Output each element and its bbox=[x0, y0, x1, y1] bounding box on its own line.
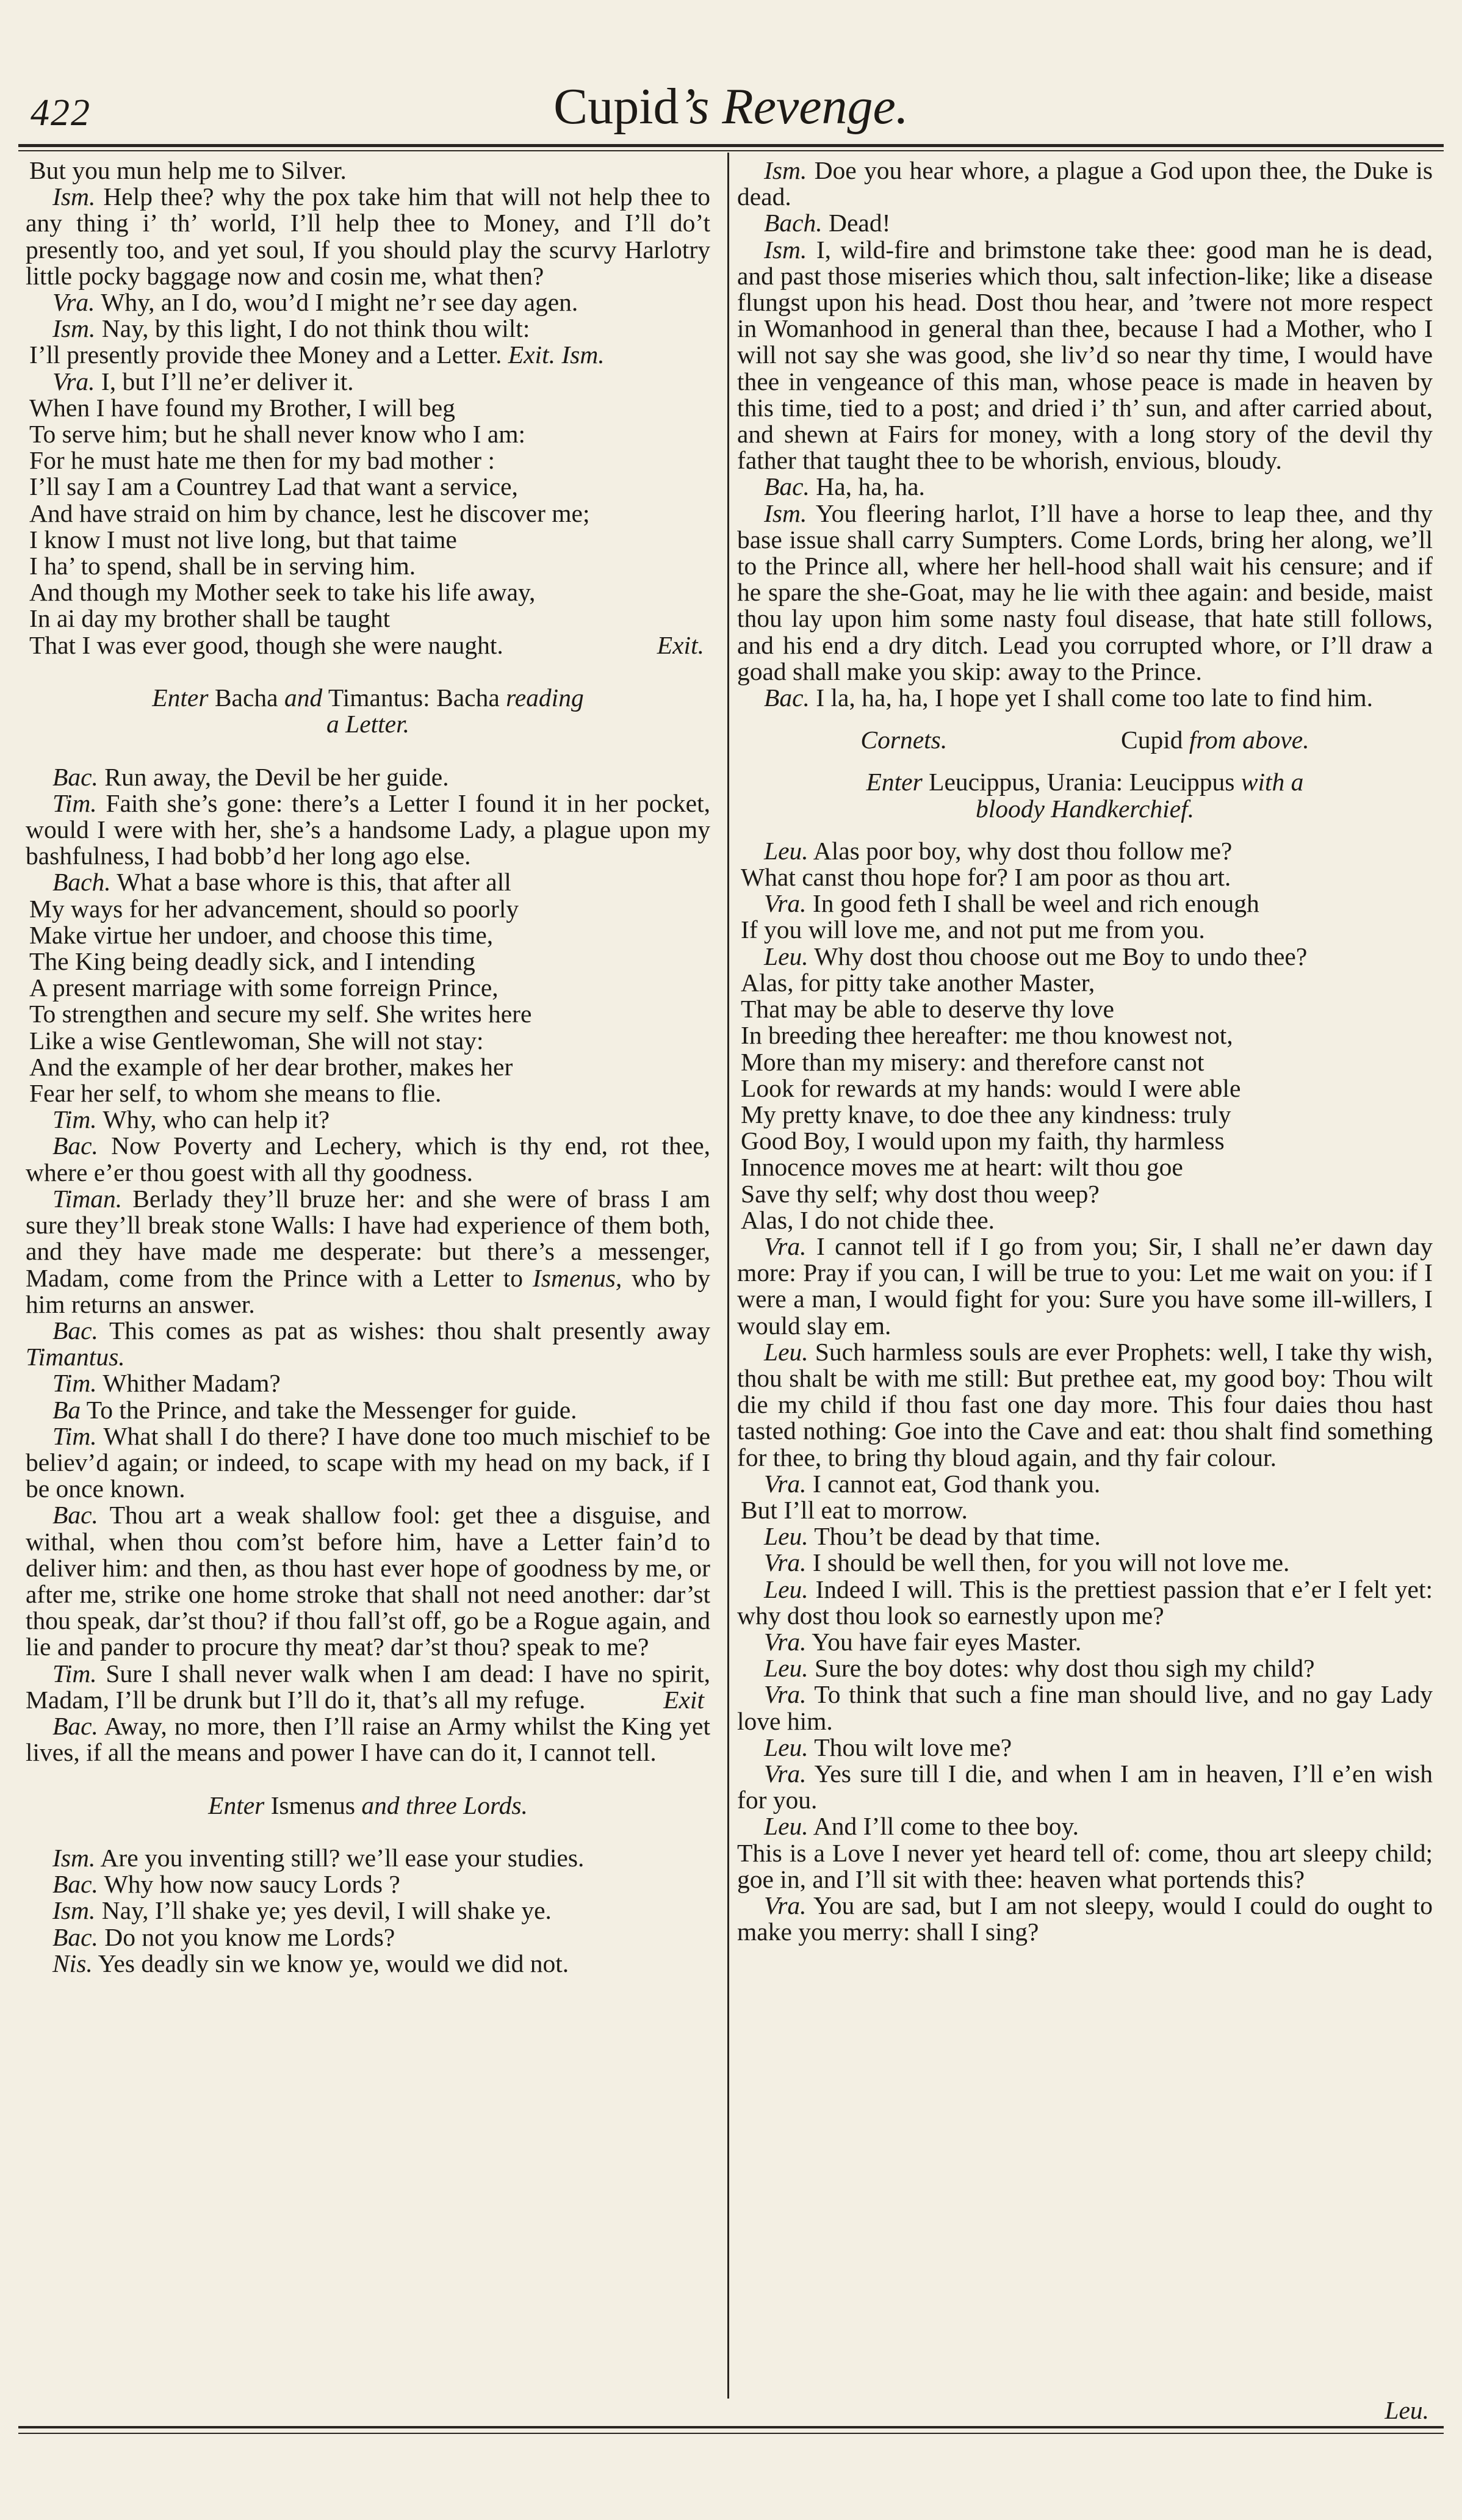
speaker: Tim. bbox=[52, 1105, 97, 1134]
stage-direction bbox=[26, 1793, 710, 1819]
verse-line: My ways for her advancement, should so poorly bbox=[29, 894, 519, 923]
speaker: Bac. bbox=[52, 1316, 98, 1345]
verse-line: Like a wise Gentlewoman, She will not stay: bbox=[29, 1026, 484, 1055]
speaker: Bac. bbox=[52, 1922, 98, 1951]
speech bbox=[26, 1186, 710, 1318]
speaker: Tim. bbox=[52, 1659, 97, 1688]
stage-direction bbox=[737, 796, 1433, 822]
speech-text: Are you inventing still? we’ll ease your studies. bbox=[100, 1843, 585, 1872]
speaker: Leu. bbox=[764, 942, 808, 970]
sd-word: Bacha bbox=[436, 684, 500, 712]
verse-line: And have straid on him by chance, lest he discover me; bbox=[29, 499, 590, 527]
stage-direction-exit: Exit. bbox=[657, 630, 704, 659]
verse-line: A present marriage with some forreign Prince, bbox=[29, 973, 499, 1002]
speech-text: Sure the boy dotes: why dost thou sigh my child? bbox=[815, 1654, 1315, 1683]
sd-word: Enter bbox=[866, 768, 923, 796]
speech-text: who by him returns an answer. bbox=[26, 1263, 711, 1318]
speech-text: Run away, the Devil be her guide. bbox=[104, 762, 449, 791]
verse-text: That I was ever good, though she were naught. bbox=[29, 630, 503, 659]
speaker: Leu. bbox=[764, 1812, 808, 1841]
speech bbox=[26, 1318, 710, 1370]
verse-line: Alas, I do not chide thee. bbox=[741, 1205, 995, 1234]
speaker: Ism. bbox=[52, 182, 96, 211]
speech bbox=[737, 838, 1433, 864]
speech bbox=[737, 1233, 1433, 1339]
column-divider bbox=[727, 153, 729, 2399]
speech-text: Thou’t be dead by that time. bbox=[814, 1522, 1101, 1551]
speech-text: Why, who can help it? bbox=[103, 1105, 330, 1134]
speaker: Vra. bbox=[764, 1891, 807, 1919]
sd-word: Leucippus, Urania: bbox=[929, 768, 1123, 796]
sd-word: bloody Handkerchief. bbox=[975, 794, 1195, 823]
speech bbox=[26, 369, 710, 395]
speaker: Bac. bbox=[52, 1711, 98, 1740]
speech-text: Yes deadly sin we know ye, would we did not. bbox=[98, 1949, 569, 1977]
speech-text: I should be well then, for you will not love me. bbox=[812, 1548, 1290, 1577]
speech-text: Why, an I do, wou’d I might ne’r see day agen. bbox=[101, 288, 578, 317]
speech bbox=[737, 1576, 1433, 1629]
speaker: Vra. bbox=[764, 1627, 807, 1656]
speech-text: Thou wilt love me? bbox=[814, 1733, 1012, 1761]
speaker: Ism. bbox=[764, 235, 807, 264]
speech bbox=[26, 1661, 710, 1713]
running-title-rest: ’s Revenge. bbox=[679, 78, 909, 135]
speech-text: Ha, ha, ha. bbox=[816, 472, 925, 501]
speech-text: I cannot tell if I go from you; Sir, I shall ne’er dawn day more: Pray if you can, I will be true to you: Let me wait on you: if I were a man, I would fight for you: Sure you have some ill-willers, I would slay em. bbox=[737, 1232, 1433, 1340]
sd-word: with a bbox=[1241, 768, 1304, 796]
speech-text: Nay, I’ll shake ye; yes devil, I will shake ye. bbox=[101, 1896, 552, 1925]
verse-line: The King being deadly sick, and I intending bbox=[29, 947, 475, 976]
speaker: Ism. bbox=[52, 1896, 96, 1925]
left-column bbox=[26, 157, 710, 1977]
speaker: Timan. bbox=[52, 1184, 123, 1213]
page-header bbox=[24, 73, 1438, 146]
cornets-label: Cornets. bbox=[860, 726, 948, 754]
sd-word: and three Lords. bbox=[361, 1791, 528, 1819]
speech-text: Why dost thou choose out me Boy to undo thee? bbox=[814, 942, 1308, 970]
speech-name: Timantus. bbox=[26, 1343, 125, 1371]
speaker: Tim. bbox=[52, 789, 97, 817]
speech-text: Do not you know me Lords? bbox=[104, 1922, 395, 1951]
speech bbox=[26, 764, 710, 790]
speaker: Leu. bbox=[764, 1522, 808, 1551]
stage-direction bbox=[737, 769, 1433, 795]
speech bbox=[737, 685, 1433, 711]
verse-line: And the example of her dear brother, makes her bbox=[29, 1052, 513, 1081]
verse-text: I’ll presently provide thee Money and a Letter. bbox=[29, 341, 502, 369]
speech bbox=[737, 1735, 1433, 1761]
speech bbox=[737, 944, 1433, 970]
speaker: Leu. bbox=[764, 1337, 808, 1366]
speech-text: Help thee? why the pox take him that will not help thee to any thing i’ th’ world, I’ll help thee to Money, and I’ll do’t presently too, and yet soul, If you should play the scurvy Harlotry little pocky baggage now and cosin me, what then? bbox=[26, 182, 711, 290]
speech-text: This comes as pat as wishes: thou shalt presently away bbox=[109, 1316, 710, 1345]
speech-text: You fleering harlot, I’ll have a horse to leap thee, and thy base issue shall carry Sumpters. Come Lords, bring her along, we’ll to the Prince all, where her hell-hood shall wait his censure; and if he spare the she-Goat, may he lie with thee again: and beside, maist thou lay upon him some nasty foul disease, that hate still follows, and his end a dry ditch. Lead you corrupted whore, or I’ll draw a goad shall make you skip: away to the Prince. bbox=[737, 499, 1433, 685]
speech-text: Such harmless souls are ever Prophets: well, I take thy wish, thou shalt be with me still: But prethee eat, my good boy: Thou wilt die my child if thou fast one day more. This four daies thou hast tasted nothing: Goe into the Cave and eat: thou shalt find something for thee, to bring thy bloud again, and thy fair colour. bbox=[737, 1337, 1433, 1471]
sd-word: from above. bbox=[1189, 726, 1309, 754]
verse-line: And though my Mother seek to take his life away, bbox=[29, 578, 536, 607]
stage-direction-exit: Exit bbox=[663, 1685, 704, 1714]
bottom-rule bbox=[18, 2426, 1444, 2428]
speech bbox=[737, 1813, 1433, 1839]
spacer bbox=[26, 1766, 710, 1792]
speaker: Ism. bbox=[52, 1843, 96, 1872]
speaker: Tim. bbox=[52, 1369, 97, 1398]
verse-line: I’ll say I am a Countrey Lad that want a service, bbox=[29, 472, 518, 501]
speech bbox=[26, 1845, 710, 1871]
stage-direction bbox=[26, 685, 710, 711]
stage-direction-music bbox=[737, 727, 1433, 753]
speaker: Vra. bbox=[52, 288, 95, 317]
speaker: Vra. bbox=[764, 1548, 807, 1577]
speech-text: Doe you hear whore, a plague a God upon thee, the Duke is dead. bbox=[737, 156, 1433, 211]
verse-line: For he must hate me then for my bad mother : bbox=[29, 446, 495, 475]
sd-word: Timantus: bbox=[328, 684, 430, 712]
spacer bbox=[737, 753, 1433, 769]
sd-word: Cupid bbox=[1121, 726, 1183, 754]
speech bbox=[737, 1339, 1433, 1471]
speaker: Tim. bbox=[52, 1421, 97, 1450]
speech-text: Why how now saucy Lords ? bbox=[104, 1870, 400, 1899]
speaker: Bac. bbox=[52, 1870, 98, 1899]
speaker: Bach. bbox=[52, 868, 111, 897]
speaker: Leu. bbox=[764, 1733, 808, 1761]
speech-text: Berlady they’ll bruze her: and she were of brass I am sure they’ll break stone Walls: I have had experience of them both, and they have made me desperate: but there’s a messenger, Madam, come from the Prince with a Letter to bbox=[26, 1184, 710, 1292]
speaker: Bac. bbox=[52, 1132, 98, 1160]
speech-text: You have fair eyes Master. bbox=[812, 1627, 1082, 1656]
speech bbox=[26, 1397, 710, 1423]
verse-line: Make virtue her undoer, and choose this time, bbox=[29, 920, 494, 949]
verse-line: Good Boy, I would upon my faith, thy harmless bbox=[741, 1127, 1225, 1155]
sd-word: Ismenus bbox=[270, 1791, 356, 1819]
speaker: Bach. bbox=[764, 209, 823, 237]
verse-line: Innocence moves me at heart: wilt thou goe bbox=[741, 1153, 1183, 1182]
speech-text: Dead! bbox=[829, 209, 891, 237]
running-title-name: Cupid bbox=[553, 78, 679, 135]
speech-text: Whither Madam? bbox=[103, 1369, 281, 1398]
speech-text: Nay, by this light, I do not think thou wilt: bbox=[101, 314, 530, 343]
speech bbox=[737, 1893, 1433, 1945]
speech bbox=[26, 790, 710, 870]
speech-text: Now Poverty and Lechery, which is thy end, rot thee, where e’er thou goest with all thy goodness. bbox=[26, 1132, 711, 1186]
speech-text: And I’ll come to thee boy. bbox=[813, 1812, 1079, 1841]
speaker: Ism. bbox=[52, 314, 96, 343]
speech bbox=[26, 869, 710, 895]
running-title bbox=[24, 77, 1438, 136]
speech bbox=[26, 184, 710, 289]
spacer bbox=[26, 659, 710, 685]
speech bbox=[737, 157, 1433, 210]
speech bbox=[26, 1713, 710, 1766]
verse-line: Save thy self; why dost thou weep? bbox=[741, 1179, 1100, 1208]
speech bbox=[26, 1871, 710, 1897]
speech bbox=[737, 1550, 1433, 1576]
right-column bbox=[737, 157, 1433, 1945]
speech-text: I cannot eat, God thank you. bbox=[812, 1469, 1101, 1498]
speech bbox=[26, 1133, 710, 1185]
speech bbox=[26, 1370, 710, 1396]
speaker: Nis. bbox=[52, 1949, 93, 1977]
speech bbox=[737, 1629, 1433, 1655]
speech bbox=[26, 1502, 710, 1660]
text-line: But you mun help me to Silver. bbox=[29, 156, 347, 184]
speaker: Bac. bbox=[764, 472, 810, 501]
top-rule bbox=[18, 144, 1444, 147]
verse-line: Fear her self, to whom she means to flie. bbox=[29, 1079, 442, 1108]
speaker: Bac. bbox=[52, 1501, 98, 1529]
speech-text: Yes sure till I die, and when I am in heaven, I’ll e’en wish for you. bbox=[737, 1759, 1433, 1814]
top-rule-thin bbox=[18, 150, 1444, 151]
verse-line: That may be able to deserve thy love bbox=[741, 995, 1114, 1024]
speaker: Vra. bbox=[764, 1680, 807, 1709]
speech-text: Alas poor boy, why dost thou follow me? bbox=[813, 836, 1233, 865]
sd-word: Enter bbox=[152, 684, 209, 712]
speech bbox=[737, 1681, 1433, 1734]
speech bbox=[737, 1655, 1433, 1681]
speech bbox=[26, 289, 710, 316]
speaker: Bac. bbox=[52, 762, 98, 791]
verse-line: I ha’ to spend, shall be in serving him. bbox=[29, 552, 416, 580]
speaker: Vra. bbox=[764, 1759, 807, 1788]
speech bbox=[737, 474, 1433, 500]
speaker: Ism. bbox=[764, 499, 807, 527]
speech bbox=[737, 237, 1433, 474]
verse-line: I know I must not live long, but that taime bbox=[29, 525, 457, 554]
spacer bbox=[26, 737, 710, 764]
verse-line: More than my misery: and therefore canst not bbox=[741, 1047, 1205, 1076]
speaker: Bac. bbox=[764, 684, 810, 712]
verse-line: In ai day my brother shall be taught bbox=[29, 604, 391, 633]
speech bbox=[737, 1761, 1433, 1813]
verse-line bbox=[26, 632, 710, 659]
speech bbox=[26, 1951, 710, 1977]
stage-direction bbox=[26, 711, 710, 737]
sd-word: and bbox=[284, 684, 323, 712]
speech bbox=[737, 1471, 1433, 1497]
speech bbox=[737, 500, 1433, 685]
speech-text: Away, no more, then I’ll raise an Army whilst the King yet lives, if all the means and power I have can do it, I cannot tell. bbox=[26, 1711, 710, 1767]
cupid-direction bbox=[1121, 727, 1309, 753]
speech bbox=[26, 316, 710, 342]
speech-text: Indeed I will. This is the prettiest passion that e’er I felt yet: why dost thou look so earnestly upon me? bbox=[737, 1575, 1433, 1630]
speaker: Leu. bbox=[764, 1654, 808, 1683]
sd-word: reading bbox=[506, 684, 584, 712]
speech bbox=[26, 1107, 710, 1133]
spacer bbox=[737, 711, 1433, 727]
bottom-rule-thin bbox=[18, 2433, 1444, 2434]
speaker: Vra. bbox=[764, 1232, 807, 1260]
speech-name: Ismenus, bbox=[532, 1263, 622, 1292]
speaker: Ism. bbox=[764, 156, 807, 184]
verse-line: When I have found my Brother, I will beg bbox=[29, 393, 455, 422]
speaker: Leu. bbox=[764, 836, 808, 865]
sd-word: a Letter. bbox=[326, 710, 410, 738]
speech bbox=[26, 1924, 710, 1951]
verse-line: Look for rewards at my hands: would I were able bbox=[741, 1074, 1241, 1102]
sd-word: Leucippus bbox=[1129, 768, 1235, 796]
verse-line: Alas, for pitty take another Master, bbox=[741, 968, 1095, 997]
speech-text: What shall I do there? I have done too much mischief to be believ’d again; or indeed, to scape with my head on my back, if I be once known. bbox=[26, 1421, 710, 1503]
stage-direction-exit: Exit. Ism. bbox=[508, 341, 605, 369]
speech bbox=[737, 210, 1433, 236]
speech-text: I, but I’ll ne’er deliver it. bbox=[101, 367, 354, 395]
speech bbox=[26, 1897, 710, 1924]
speech bbox=[737, 890, 1433, 917]
page-number: 422 bbox=[31, 92, 91, 134]
speech-continuation: This is a Love I never yet heard tell of: come, thou art sleepy child; goe in, and I’ll sit with thee: heaven what portends this? bbox=[737, 1838, 1433, 1893]
speaker: Vra. bbox=[52, 367, 95, 395]
sd-word: Enter bbox=[208, 1791, 265, 1819]
sd-word: Bacha bbox=[214, 684, 278, 712]
catchword: Leu. bbox=[1385, 2396, 1429, 2424]
verse-line: What canst thou hope for? I am poor as thou art. bbox=[741, 863, 1231, 892]
verse-line: My pretty knave, to doe thee any kindness: truly bbox=[741, 1100, 1231, 1128]
speech-text: What a base whore is this, that after all bbox=[117, 868, 511, 897]
speech-text: Sure I shall never walk when I am dead: I have no spirit, Madam, I’ll be drunk but I’ll do it, that’s all my refuge. bbox=[26, 1659, 710, 1714]
verse-line: In breeding thee hereafter: me thou knowest not, bbox=[741, 1021, 1233, 1050]
speech-text: To think that such a fine man should live, and no gay Lady love him. bbox=[737, 1680, 1433, 1735]
verse-line: But I’ll eat to morrow. bbox=[741, 1495, 968, 1524]
speech-text: In good feth I shall be weel and rich enough bbox=[812, 889, 1259, 918]
verse-line bbox=[26, 342, 710, 368]
speech-text: Faith she’s gone: there’s a Letter I found it in her pocket, would I were with her, she’s a handsome Lady, a plague upon my bashfulness, I had bobb’d her long ago else. bbox=[26, 789, 710, 870]
verse-line: If you will love me, and not put me from you. bbox=[741, 915, 1205, 944]
verse-line: To strengthen and secure my self. She writes here bbox=[29, 1000, 532, 1028]
speaker: Leu. bbox=[764, 1575, 808, 1603]
spacer bbox=[737, 822, 1433, 838]
verse-line: To serve him; but he shall never know who I am: bbox=[29, 420, 526, 449]
speaker: Vra. bbox=[764, 1469, 807, 1498]
speech-text: I, wild-fire and brimstone take thee: good man he is dead, and past those miseries which thou, salt infection-like; like a disease flungst upon his head. Dost thou hear, and ’twere not more respect in Womanhood in general than thee, because I had a Mother, who I will not say she was good, she liv’d so near thy time, I would have thee in vengeance of this man, whose peace is made in heaven by this time, tied to a post; and dried i’ th’ sun, and after carried about, and shewn at Fairs for money, with a long story of the devil thy father that taught thee to be whorish, envious, bloudy. bbox=[737, 235, 1433, 475]
spacer bbox=[26, 1819, 710, 1845]
speech bbox=[26, 1423, 710, 1503]
speech-text: Thou art a weak shallow fool: get thee a disguise, and withal, when thou com’st before him, have a Letter fain’d to deliver him: and then, as thou hast ever hope of goodness by me, or after me, strike one home stroke that shall not need another: dar’st thou speak, dar’st thou? if thou fall’st off, go be a Rogue again, and lie and pander to procure thy meat? dar’st thou? speak to me? bbox=[26, 1501, 710, 1661]
speech-text: To the Prince, and take the Messenger for guide. bbox=[86, 1395, 577, 1424]
speech bbox=[737, 1523, 1433, 1550]
speech-text: You are sad, but I am not sleepy, would I could do ought to make you merry: shall I sing? bbox=[737, 1891, 1433, 1946]
speaker: Vra. bbox=[764, 889, 807, 918]
speech-text: I la, ha, ha, I hope yet I shall come too late to find him. bbox=[816, 684, 1374, 712]
speaker: Ba bbox=[52, 1395, 81, 1424]
